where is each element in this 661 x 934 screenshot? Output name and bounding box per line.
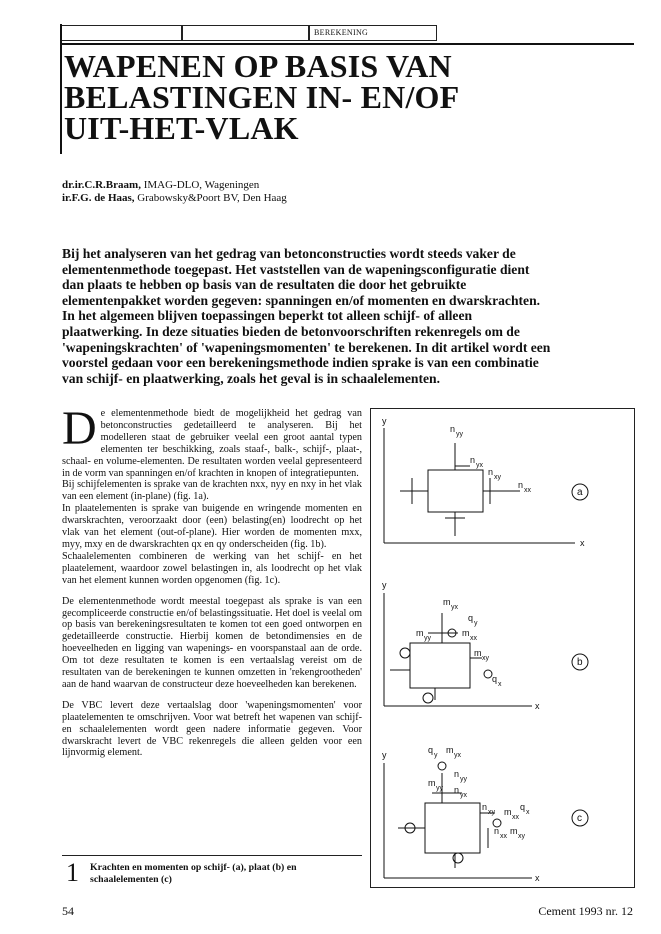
label-b-m4: m	[474, 648, 482, 658]
label-a-n2: n	[470, 455, 476, 465]
body-text-1: e elementenmethode biedt de mogelijkheid het gedrag van betonconstructies gedetailleerd te analyseren. Bij het modelleren staat de gebruiker veelal een groot aantal typen elementen ter beschikking, zoals staaf-, balk-, schijf-, plaat-, schaal- en volume-elementen. De resultaten worden veelal gepresenteerd in de vorm van spanningen en/of krachten in knopen of integratiepunten.	[62, 408, 362, 479]
body-paragraph-4: Schaalelementen combineren de werking van het schijf- en het plaatelement, waardoor zowel belastingen in, als loodrecht op het vlak van het element kunnen worden opgenomen (fig. 1c).	[62, 550, 362, 586]
lead-line: elementenmethode toegepast. Het vaststellen van de wapeningsconfiguratie dient	[62, 261, 530, 277]
label-a-n1: n	[450, 424, 456, 434]
caption-line-1: Krachten en momenten op schijf- (a), plaat (b) en	[90, 862, 297, 873]
label-c-m4: m	[510, 826, 518, 836]
author-1-name: dr.ir.C.R.Braam,	[62, 179, 141, 191]
label-c-yx2: yx	[460, 792, 467, 799]
label-c-q2: q	[520, 802, 526, 812]
label-c-n2: n	[454, 785, 460, 795]
lead-line: 'wapeningskrachten' of 'wapeningsmomenten' te berekenen. In dit artikel wordt een	[62, 339, 551, 355]
label-b-xy: xy	[482, 655, 489, 662]
label-b-q2: q	[492, 674, 498, 684]
body-paragraph-6: De VBC levert deze vertaalslag door 'wapeningsmomenten' voor plaatelementen te omschrijven. Voor wat betreft het wapenen van schijf- en schaalelementen wordt geen nadere informatie gegeven. Voor dwarskracht levert de VBC rekenregels die alleen gelden voor een lijnvormig element.	[62, 699, 362, 759]
lead-line: elementenpakket worden gegeven: spanningen en/of momenten en dwarskrachten.	[62, 292, 541, 308]
axis-y-label-a: y	[382, 416, 387, 426]
label-b-q1: q	[468, 613, 474, 623]
label-c-n3: n	[482, 802, 488, 812]
caption-number: 1	[66, 858, 79, 887]
label-a-n3: n	[488, 467, 494, 477]
author-2-affiliation: Grabowsky&Poort BV, Den Haag	[134, 192, 287, 204]
header-box-left	[60, 25, 182, 41]
author-1	[62, 179, 259, 192]
label-c-y: y	[434, 752, 438, 759]
title-rule	[60, 43, 634, 45]
body-paragraph-2: Bij schijfelementen is sprake van de krachten nxx, nyy en nxy in het vlak van een element (in-plane) (fig. 1a).	[62, 479, 362, 503]
axis-x-label-c: x	[535, 873, 540, 883]
element-a	[428, 470, 483, 512]
lead-paragraph	[62, 246, 642, 386]
caption-rule	[62, 855, 362, 856]
lead-line: plaatwerking. In deze situaties bieden de betonvoorschriften rekenregels om de	[62, 323, 520, 339]
figure-diagram	[370, 408, 634, 888]
label-b-m1: m	[443, 597, 451, 607]
label-a-xy: xy	[494, 474, 501, 481]
lead-line: dan plaats te hebben op basis van de resultaten die door het gebruikte	[62, 277, 467, 293]
figure-caption	[90, 862, 360, 885]
label-b-m2: m	[416, 628, 424, 638]
label-a-n4: n	[518, 480, 524, 490]
author-2-name: ir.F.G. de Haas,	[62, 192, 135, 204]
label-b-xx: xx	[470, 635, 477, 642]
panel-a-letter: a	[577, 487, 583, 498]
panel-b-letter: b	[577, 657, 583, 668]
title-line-2: BELASTINGEN IN- EN/OF	[64, 79, 460, 115]
label-c-x: x	[526, 809, 530, 816]
label-a-yx: yx	[476, 462, 483, 469]
label-a-yy: yy	[456, 431, 463, 438]
lead-line: Bij het analyseren van het gedrag van betonconstructies wordt steeds vaker de	[62, 246, 516, 261]
title-line-1: WAPENEN OP BASIS VAN	[64, 48, 452, 84]
label-b-yx: yx	[451, 604, 458, 611]
label-c-m1: m	[446, 745, 454, 755]
lead-line: In het algemeen blijven toepassingen beperkt tot alleen schijf- of alleen	[62, 308, 473, 324]
label-b-y: y	[474, 620, 478, 627]
label-c-n4: n	[494, 826, 500, 836]
axis-y-label-c: y	[382, 750, 387, 760]
label-c-m2: m	[428, 778, 436, 788]
label-c-n1: n	[454, 769, 460, 779]
label-b-x: x	[498, 681, 502, 688]
body-paragraph-1	[62, 402, 362, 479]
label-b-yy: yy	[424, 635, 431, 642]
label-c-yy: yy	[460, 776, 467, 783]
title-bar	[60, 24, 62, 154]
axis-y-label-b: y	[382, 580, 387, 590]
label-c-q1: q	[428, 745, 434, 755]
page-number: 54	[62, 904, 74, 918]
section-label: BEREKENING	[309, 25, 437, 41]
author-1-affiliation: IMAG-DLO, Wageningen	[140, 179, 260, 191]
journal-issue: Cement 1993 nr. 12	[538, 904, 633, 918]
body-column	[62, 402, 362, 759]
label-c-m3: m	[504, 807, 512, 817]
header-box-middle	[182, 25, 309, 41]
label-c-yy2: yy	[436, 785, 443, 792]
label-b-m3: m	[462, 628, 470, 638]
lead-line: voorstel gedaan voor een berekeningsmethode indien sprake is van een combinatie	[62, 355, 539, 371]
body-paragraph-5: De elementenmethode wordt meestal toegepast als sprake is van een gecompliceerde constructie en/of belastingssituatie. Het doel is veelal om op basis van berekeningsresultaten te komen tot een goed ontworpen en gedetailleerde constructie. Hierbij komen de betondimensies en de hoeveelheden en ligging van wapenings- en voorspanstaal aan de orde. Om tot deze resultaten te komen is een vertaalslag vereist om de resultaten van de berekeningen te kunnen omzetten in 'rekengrootheden' aan de hand waarvan de constructeur deze hoeveelheden kan berekenen.	[62, 595, 362, 690]
label-c-xx: xx	[512, 814, 519, 821]
axis-x-label-b: x	[535, 701, 540, 711]
title-line-3: UIT-HET-VLAK	[64, 110, 299, 146]
lead-line: van schijf- en plaatwerking, zoals het geval is in schaalelementen.	[62, 370, 440, 386]
element-b	[410, 643, 470, 688]
label-c-xx2: xx	[500, 833, 507, 840]
label-c-yx: yx	[454, 752, 461, 759]
drop-cap: D	[62, 402, 97, 455]
author-2	[62, 192, 287, 205]
label-c-xy: xy	[488, 809, 495, 816]
label-a-xx: xx	[524, 487, 531, 494]
axis-x-label-a: x	[580, 538, 585, 548]
panel-c-letter: c	[577, 813, 582, 824]
label-c-xy2: xy	[518, 833, 525, 840]
body-paragraph-3: In plaatelementen is sprake van buigende en wringende momenten en dwarskrachten, veroorzaakt door (een) belasting(en) loodrecht op het vlak van het element (out-of-plane). Hier worden de momenten mxx, myy, mxy en de dwarskrachten qx en qy onderscheiden (fig. 1b).	[62, 503, 362, 550]
caption-line-2: schaalelementen (c)	[90, 873, 172, 885]
element-c	[425, 803, 480, 853]
